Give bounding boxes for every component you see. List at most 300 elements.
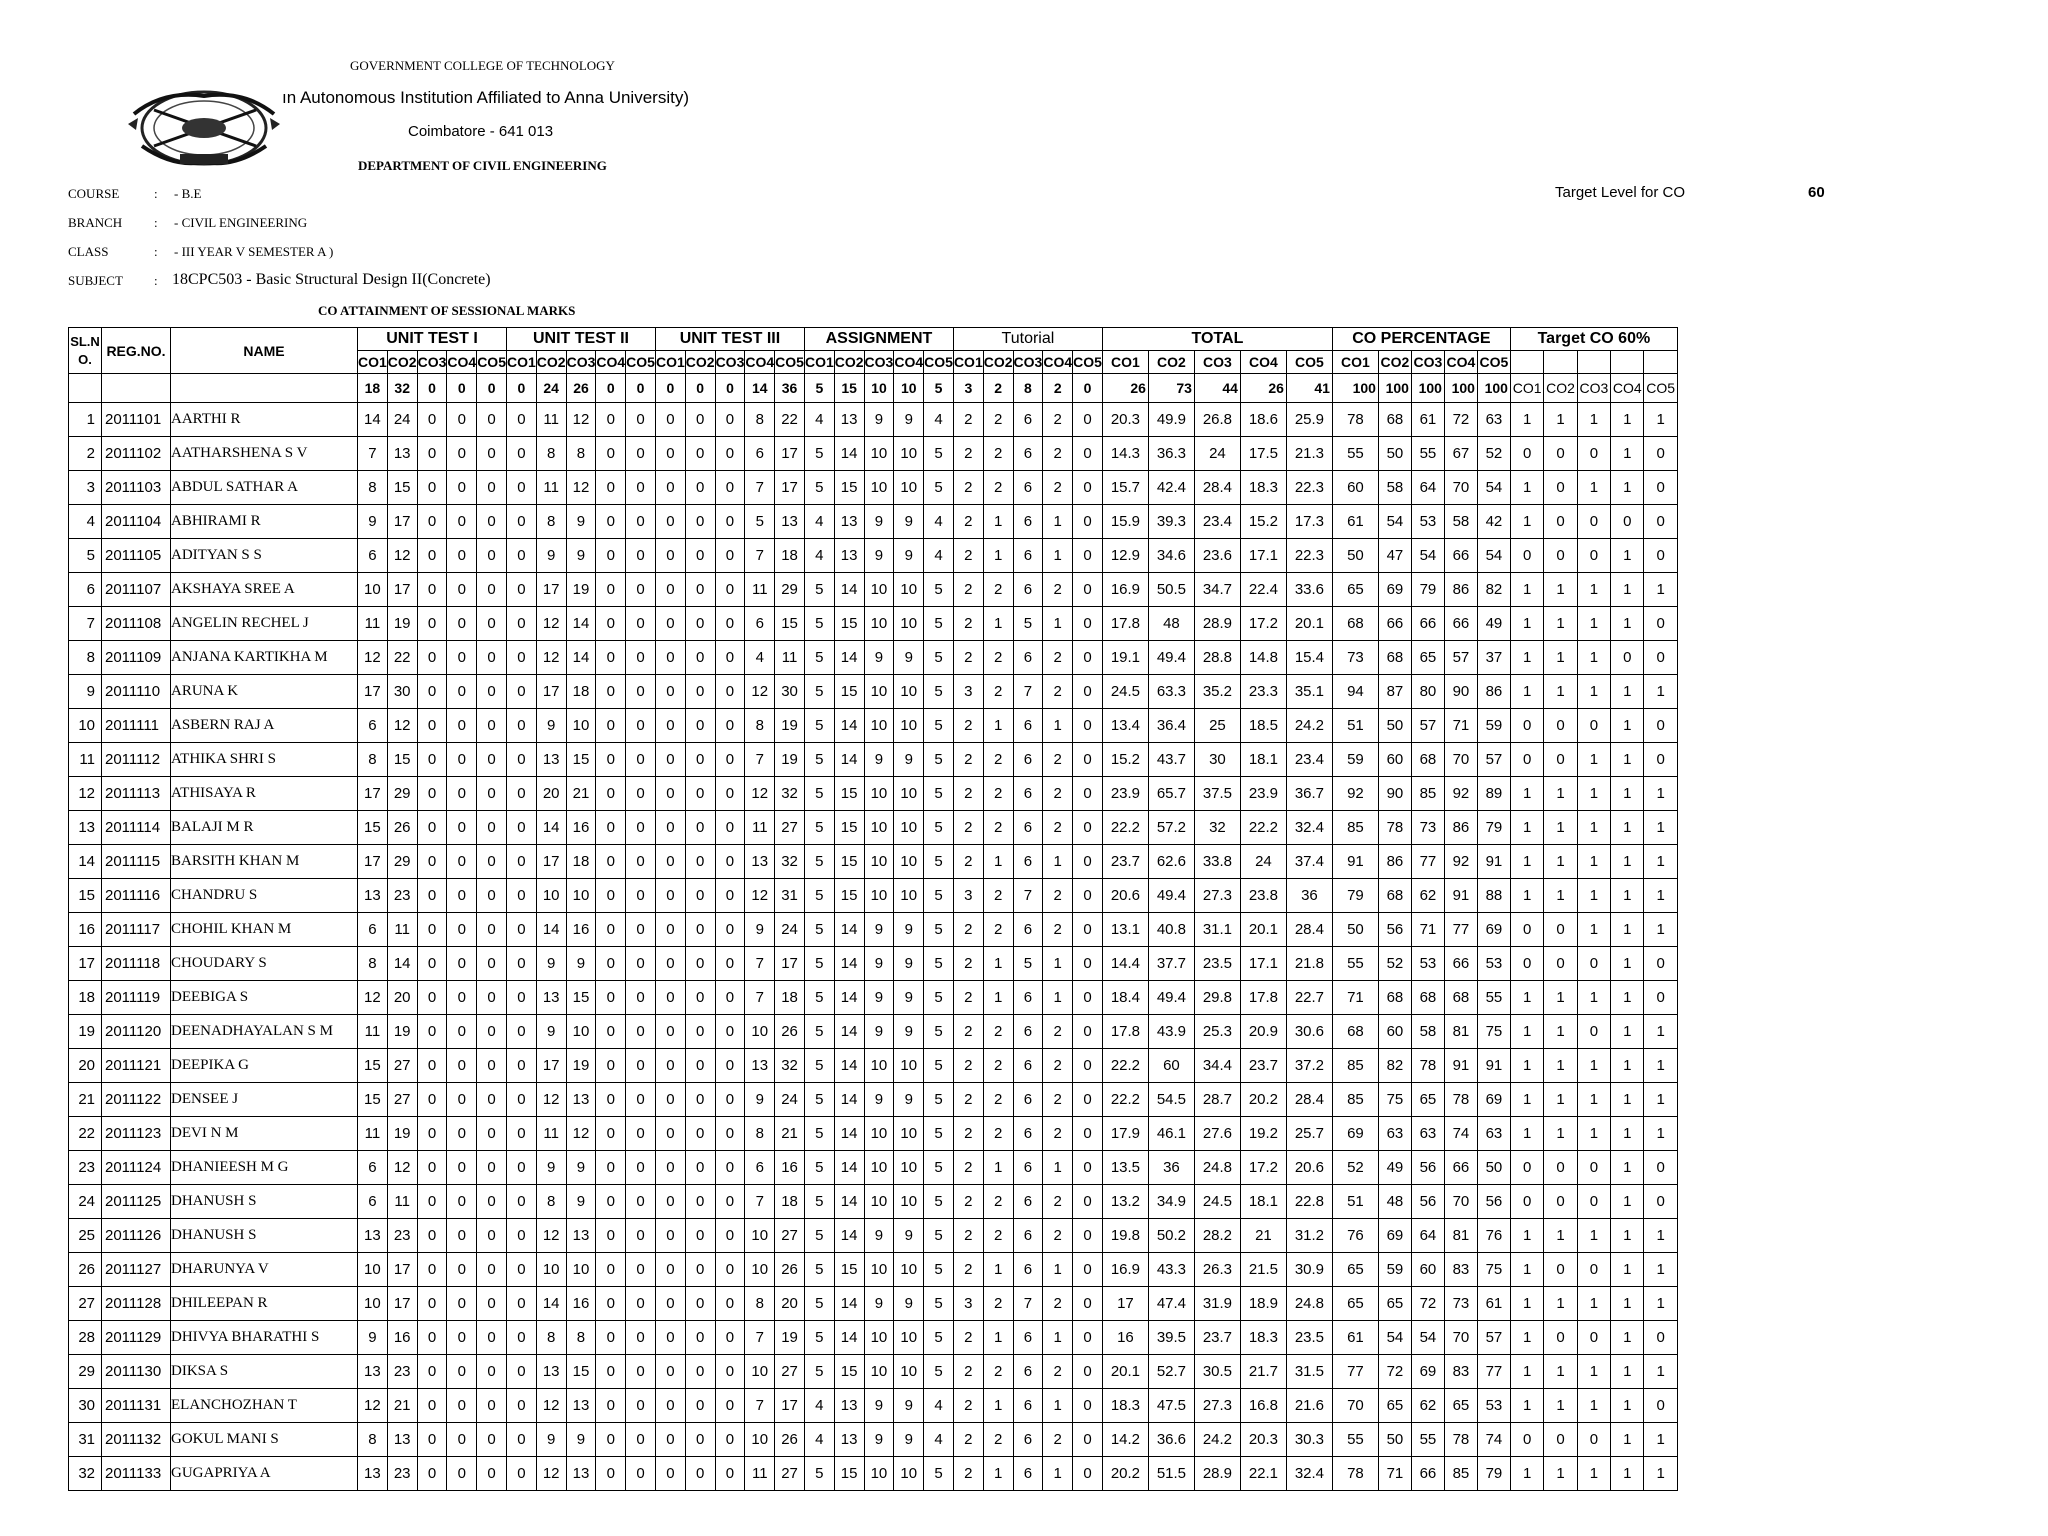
serial-cell: 15: [69, 879, 102, 913]
mark-cell: 1: [1544, 403, 1577, 437]
mark-cell: 85: [1332, 1083, 1378, 1117]
mark-cell: 73: [1444, 1287, 1477, 1321]
mark-cell: 1: [1644, 1219, 1677, 1253]
mark-cell: 61: [1332, 505, 1378, 539]
mark-cell: 37.5: [1194, 777, 1240, 811]
mark-cell: 23.7: [1102, 845, 1148, 879]
mark-cell: 6: [1013, 471, 1043, 505]
mark-cell: 65: [1332, 1253, 1378, 1287]
mark-cell: 24.5: [1194, 1185, 1240, 1219]
serial-cell: 12: [69, 777, 102, 811]
mark-cell: 53: [1411, 947, 1444, 981]
co-header-cell: CO3: [1194, 351, 1240, 374]
mark-cell: 6: [1013, 913, 1043, 947]
mark-cell: 0: [626, 607, 656, 641]
mark-cell: 43.3: [1148, 1253, 1194, 1287]
target-level-value: 60: [1808, 184, 1825, 201]
mark-cell: 0: [1577, 709, 1610, 743]
mark-cell: 10: [894, 811, 924, 845]
mark-cell: 49.4: [1148, 981, 1194, 1015]
mark-cell: 39.3: [1148, 505, 1194, 539]
mark-cell: 81: [1444, 1219, 1477, 1253]
mark-cell: 13: [387, 1423, 417, 1457]
mark-cell: 0: [447, 437, 477, 471]
mark-cell: 0: [1073, 573, 1103, 607]
max-mark-cell: 0: [626, 374, 656, 403]
mark-cell: 0: [596, 709, 626, 743]
mark-cell: 55: [1332, 437, 1378, 471]
serial-cell: 4: [69, 505, 102, 539]
mark-cell: 9: [894, 981, 924, 1015]
mark-cell: 0: [417, 1151, 447, 1185]
mark-cell: 5: [924, 1253, 954, 1287]
mark-cell: 0: [596, 1287, 626, 1321]
mark-cell: 4: [745, 641, 775, 675]
mark-cell: 5: [924, 1083, 954, 1117]
mark-cell: 50.5: [1148, 573, 1194, 607]
mark-cell: 2: [1043, 743, 1073, 777]
mark-cell: 0: [1073, 743, 1103, 777]
co-header-cell: CO4: [894, 351, 924, 374]
max-mark-cell: 0: [417, 374, 447, 403]
mark-cell: 0: [477, 913, 507, 947]
mark-cell: 10: [864, 1185, 894, 1219]
mark-cell: 0: [1644, 981, 1677, 1015]
mark-cell: 54: [1411, 539, 1444, 573]
mark-cell: 16: [566, 811, 596, 845]
co-header-cell: CO2: [1148, 351, 1194, 374]
student-name-cell: DHARUNYA V: [171, 1253, 358, 1287]
serial-cell: 6: [69, 573, 102, 607]
mark-cell: 0: [447, 1355, 477, 1389]
mark-cell: 20.1: [1286, 607, 1332, 641]
mark-cell: 8: [745, 1287, 775, 1321]
mark-cell: 0: [447, 607, 477, 641]
reg-no-cell: 2011118: [102, 947, 171, 981]
mark-cell: 2: [1043, 1287, 1073, 1321]
mark-cell: 0: [685, 471, 715, 505]
student-name-cell: AATHARSHENA S V: [171, 437, 358, 471]
mark-cell: 1: [1043, 947, 1073, 981]
mark-cell: 0: [655, 403, 685, 437]
mark-cell: 10: [894, 1321, 924, 1355]
mark-cell: 82: [1378, 1049, 1411, 1083]
mark-cell: 9: [536, 1151, 566, 1185]
reg-no-cell: 2011122: [102, 1083, 171, 1117]
mark-cell: 27.6: [1194, 1117, 1240, 1151]
reg-no-cell: 2011124: [102, 1151, 171, 1185]
mark-cell: 7: [745, 743, 775, 777]
group-assignment: ASSIGNMENT: [804, 328, 953, 351]
mark-cell: 0: [1644, 607, 1677, 641]
mark-cell: 8: [566, 1321, 596, 1355]
table-row: [69, 743, 1678, 777]
mark-cell: 43.7: [1148, 743, 1194, 777]
mark-cell: 0: [655, 1219, 685, 1253]
mark-cell: 1: [1510, 1457, 1543, 1491]
mark-cell: 14: [834, 1083, 864, 1117]
mark-cell: 1: [1577, 879, 1610, 913]
mark-cell: 9: [536, 1423, 566, 1457]
mark-cell: 8: [536, 505, 566, 539]
mark-cell: 0: [1544, 505, 1577, 539]
mark-cell: 0: [1073, 1423, 1103, 1457]
mark-cell: 23.7: [1240, 1049, 1286, 1083]
mark-cell: 1: [1510, 1321, 1543, 1355]
mark-cell: 0: [626, 777, 656, 811]
mark-cell: 1: [1611, 777, 1644, 811]
max-mark-cell: 0: [655, 374, 685, 403]
mark-cell: 66: [1411, 607, 1444, 641]
mark-cell: 6: [358, 539, 388, 573]
mark-cell: 14.3: [1102, 437, 1148, 471]
mark-cell: 54: [1411, 1321, 1444, 1355]
student-name-cell: DHILEEPAN R: [171, 1287, 358, 1321]
co-header-cell: CO5: [1477, 351, 1510, 374]
table-row: [69, 675, 1678, 709]
mark-cell: 10: [566, 709, 596, 743]
student-name-cell: DEVI N M: [171, 1117, 358, 1151]
mark-cell: 0: [1544, 709, 1577, 743]
mark-cell: 10: [358, 573, 388, 607]
mark-cell: 16: [566, 1287, 596, 1321]
mark-cell: 64: [1411, 471, 1444, 505]
mark-cell: 64: [1411, 1219, 1444, 1253]
meta-class-value: - III YEAR V SEMESTER A ): [174, 244, 334, 259]
mark-cell: 0: [685, 879, 715, 913]
mark-cell: 50: [1378, 709, 1411, 743]
mark-cell: 28.4: [1286, 1083, 1332, 1117]
mark-cell: 2: [1043, 777, 1073, 811]
mark-cell: 18.3: [1240, 1321, 1286, 1355]
mark-cell: 86: [1444, 573, 1477, 607]
mark-cell: 10: [864, 1457, 894, 1491]
mark-cell: 1: [1544, 1015, 1577, 1049]
mark-cell: 14: [387, 947, 417, 981]
mark-cell: 0: [655, 1287, 685, 1321]
mark-cell: 53: [1411, 505, 1444, 539]
mark-cell: 0: [477, 1015, 507, 1049]
mark-cell: 32: [775, 777, 805, 811]
mark-cell: 0: [417, 1423, 447, 1457]
mark-cell: 0: [1073, 1355, 1103, 1389]
mark-cell: 14: [834, 913, 864, 947]
meta-branch-label: BRANCH: [68, 215, 123, 230]
mark-cell: 0: [447, 573, 477, 607]
mark-cell: 79: [1477, 1457, 1510, 1491]
mark-cell: 0: [477, 675, 507, 709]
mark-cell: 1: [1644, 879, 1677, 913]
mark-cell: 89: [1477, 777, 1510, 811]
mark-cell: 0: [417, 675, 447, 709]
mark-cell: 7: [358, 437, 388, 471]
mark-cell: 86: [1477, 675, 1510, 709]
mark-cell: 9: [894, 913, 924, 947]
mark-cell: 0: [447, 947, 477, 981]
mark-cell: 1: [1611, 743, 1644, 777]
mark-cell: 62: [1411, 879, 1444, 913]
mark-cell: 30.6: [1286, 1015, 1332, 1049]
department-name: DEPARTMENT OF CIVIL ENGINEERING: [358, 158, 607, 173]
mark-cell: 12: [536, 1219, 566, 1253]
mark-cell: 2: [1043, 1083, 1073, 1117]
mark-cell: 22.8: [1286, 1185, 1332, 1219]
mark-cell: 18.4: [1102, 981, 1148, 1015]
target-co-label-cell: CO1: [1510, 374, 1543, 403]
mark-cell: 9: [566, 1423, 596, 1457]
mark-cell: 37.4: [1286, 845, 1332, 879]
mark-cell: 24: [775, 1083, 805, 1117]
mark-cell: 57: [1444, 641, 1477, 675]
serial-cell: 9: [69, 675, 102, 709]
mark-cell: 22.1: [1240, 1457, 1286, 1491]
student-name-cell: CHANDRU S: [171, 879, 358, 913]
mark-cell: 14: [834, 1321, 864, 1355]
mark-cell: 20: [775, 1287, 805, 1321]
mark-cell: 13: [834, 1423, 864, 1457]
mark-cell: 20.2: [1240, 1083, 1286, 1117]
mark-cell: 0: [685, 539, 715, 573]
mark-cell: 19: [775, 709, 805, 743]
mark-cell: 1: [1577, 1219, 1610, 1253]
mark-cell: 0: [596, 1253, 626, 1287]
student-name-cell: DEEBIGA S: [171, 981, 358, 1015]
mark-cell: 17: [387, 1253, 417, 1287]
mark-cell: 0: [506, 675, 536, 709]
mark-cell: 28.8: [1194, 641, 1240, 675]
mark-cell: 26.8: [1194, 403, 1240, 437]
mark-cell: 19: [387, 1117, 417, 1151]
mark-cell: 0: [596, 1355, 626, 1389]
mark-cell: 12: [358, 1389, 388, 1423]
mark-cell: 0: [685, 607, 715, 641]
mark-cell: 0: [655, 641, 685, 675]
mark-cell: 1: [1611, 811, 1644, 845]
mark-cell: 22.2: [1102, 1049, 1148, 1083]
mark-cell: 0: [685, 641, 715, 675]
mark-cell: 72: [1378, 1355, 1411, 1389]
mark-cell: 10: [745, 1253, 775, 1287]
mark-cell: 21.8: [1286, 947, 1332, 981]
mark-cell: 29: [387, 777, 417, 811]
mark-cell: 1: [1611, 607, 1644, 641]
mark-cell: 9: [745, 913, 775, 947]
reg-no-cell: 2011126: [102, 1219, 171, 1253]
mark-cell: 13: [834, 1389, 864, 1423]
mark-cell: 54: [1477, 539, 1510, 573]
table-row: [69, 1049, 1678, 1083]
mark-cell: 1: [1577, 811, 1610, 845]
mark-cell: 1: [1043, 539, 1073, 573]
mark-cell: 69: [1378, 573, 1411, 607]
mark-cell: 1: [1544, 1355, 1577, 1389]
report-title: CO ATTAINMENT OF SESSIONAL MARKS: [318, 303, 576, 318]
mark-cell: 8: [745, 403, 775, 437]
mark-cell: 0: [477, 1321, 507, 1355]
mark-cell: 11: [358, 607, 388, 641]
mark-cell: 25.9: [1286, 403, 1332, 437]
mark-cell: 0: [1544, 1253, 1577, 1287]
reg-no-cell: 2011104: [102, 505, 171, 539]
mark-cell: 21: [566, 777, 596, 811]
mark-cell: 0: [685, 437, 715, 471]
mark-cell: 0: [596, 1117, 626, 1151]
mark-cell: 92: [1444, 777, 1477, 811]
mark-cell: 91: [1332, 845, 1378, 879]
reg-no-cell: 2011110: [102, 675, 171, 709]
mark-cell: 0: [655, 1117, 685, 1151]
mark-cell: 1: [1577, 913, 1610, 947]
mark-cell: 0: [417, 471, 447, 505]
mark-cell: 1: [1577, 641, 1610, 675]
table-row: [69, 981, 1678, 1015]
mark-cell: 2: [1043, 1423, 1073, 1457]
mark-cell: 9: [864, 539, 894, 573]
mark-cell: 0: [596, 1049, 626, 1083]
mark-cell: 16.9: [1102, 573, 1148, 607]
mark-cell: 7: [745, 947, 775, 981]
mark-cell: 4: [804, 1423, 834, 1457]
mark-cell: 0: [1544, 947, 1577, 981]
mark-cell: 0: [477, 1151, 507, 1185]
mark-cell: 42: [1477, 505, 1510, 539]
mark-cell: 1: [1043, 505, 1073, 539]
mark-cell: 13: [358, 879, 388, 913]
mark-cell: 9: [864, 1423, 894, 1457]
mark-cell: 0: [417, 403, 447, 437]
mark-cell: 0: [715, 913, 745, 947]
mark-cell: 29: [775, 573, 805, 607]
mark-cell: 0: [477, 471, 507, 505]
mark-cell: 94: [1332, 675, 1378, 709]
mark-cell: 5: [804, 913, 834, 947]
mark-cell: 66: [1378, 607, 1411, 641]
mark-cell: 23.6: [1194, 539, 1240, 573]
mark-cell: 16.8: [1240, 1389, 1286, 1423]
mark-cell: 0: [477, 1355, 507, 1389]
mark-cell: 0: [655, 1015, 685, 1049]
mark-cell: 0: [1073, 1015, 1103, 1049]
mark-cell: 12: [566, 403, 596, 437]
mark-cell: 2: [983, 471, 1013, 505]
mark-cell: 0: [1544, 743, 1577, 777]
mark-cell: 30.5: [1194, 1355, 1240, 1389]
mark-cell: 22.3: [1286, 539, 1332, 573]
mark-cell: 19.2: [1240, 1117, 1286, 1151]
mark-cell: 52: [1378, 947, 1411, 981]
mark-cell: 13: [566, 1083, 596, 1117]
mark-cell: 0: [655, 675, 685, 709]
mark-cell: 1: [1510, 777, 1543, 811]
mark-cell: 2: [983, 1287, 1013, 1321]
mark-cell: 15.4: [1286, 641, 1332, 675]
mark-cell: 0: [596, 1083, 626, 1117]
mark-cell: 17.3: [1286, 505, 1332, 539]
mark-cell: 68: [1411, 743, 1444, 777]
mark-cell: 32: [775, 1049, 805, 1083]
mark-cell: 66: [1444, 607, 1477, 641]
mark-cell: 0: [626, 1185, 656, 1219]
mark-cell: 1: [1611, 1185, 1644, 1219]
mark-cell: 0: [447, 1321, 477, 1355]
mark-cell: 1: [1611, 1253, 1644, 1287]
serial-cell: 26: [69, 1253, 102, 1287]
mark-cell: 0: [1644, 1151, 1677, 1185]
table-row: [69, 1287, 1678, 1321]
student-name-cell: DHANUSH S: [171, 1185, 358, 1219]
mark-cell: 0: [715, 1151, 745, 1185]
reg-no-cell: 2011111: [102, 709, 171, 743]
mark-cell: 0: [477, 1117, 507, 1151]
mark-cell: 1: [1611, 709, 1644, 743]
mark-cell: 36: [1148, 1151, 1194, 1185]
mark-cell: 20.6: [1102, 879, 1148, 913]
mark-cell: 60: [1332, 471, 1378, 505]
mark-cell: 2: [953, 1355, 983, 1389]
mark-cell: 0: [447, 1185, 477, 1219]
mark-cell: 28.9: [1194, 1457, 1240, 1491]
mark-cell: 75: [1477, 1253, 1510, 1287]
mark-cell: 6: [1013, 1389, 1043, 1423]
mark-cell: 5: [924, 471, 954, 505]
serial-cell: 3: [69, 471, 102, 505]
mark-cell: 0: [626, 471, 656, 505]
student-name-cell: DIKSA S: [171, 1355, 358, 1389]
mark-cell: 7: [745, 539, 775, 573]
table-row: [69, 1321, 1678, 1355]
mark-cell: 77: [1444, 913, 1477, 947]
mark-cell: 0: [626, 1287, 656, 1321]
mark-cell: 49: [1477, 607, 1510, 641]
mark-cell: 28.9: [1194, 607, 1240, 641]
co-header-cell: CO3: [1411, 351, 1444, 374]
mark-cell: 1: [1510, 879, 1543, 913]
mark-cell: 27.3: [1194, 1389, 1240, 1423]
affiliation: ın Autonomous Institution Affiliated to Anna University): [282, 88, 689, 107]
mark-cell: 0: [626, 437, 656, 471]
serial-cell: 8: [69, 641, 102, 675]
mark-cell: 21: [775, 1117, 805, 1151]
mark-cell: 9: [864, 1287, 894, 1321]
mark-cell: 60: [1411, 1253, 1444, 1287]
blank-cell: [102, 374, 171, 403]
mark-cell: 1: [1611, 1389, 1644, 1423]
mark-cell: 0: [1073, 1117, 1103, 1151]
mark-cell: 13: [536, 1355, 566, 1389]
mark-cell: 0: [715, 573, 745, 607]
mark-cell: 0: [655, 1083, 685, 1117]
mark-cell: 0: [447, 1287, 477, 1321]
mark-cell: 5: [924, 743, 954, 777]
mark-cell: 0: [477, 539, 507, 573]
mark-cell: 1: [1544, 607, 1577, 641]
co-header-cell: CO1: [953, 351, 983, 374]
mark-cell: 77: [1477, 1355, 1510, 1389]
mark-cell: 9: [894, 505, 924, 539]
mark-cell: 0: [626, 1083, 656, 1117]
mark-cell: 0: [596, 811, 626, 845]
mark-cell: 11: [358, 1015, 388, 1049]
reg-no-cell: 2011107: [102, 573, 171, 607]
mark-cell: 0: [715, 1253, 745, 1287]
mark-cell: 12: [387, 539, 417, 573]
mark-cell: 69: [1411, 1355, 1444, 1389]
mark-cell: 8: [358, 471, 388, 505]
co-header-cell: CO1: [506, 351, 536, 374]
mark-cell: 24: [775, 913, 805, 947]
mark-cell: 81: [1444, 1015, 1477, 1049]
reg-no-cell: 2011120: [102, 1015, 171, 1049]
